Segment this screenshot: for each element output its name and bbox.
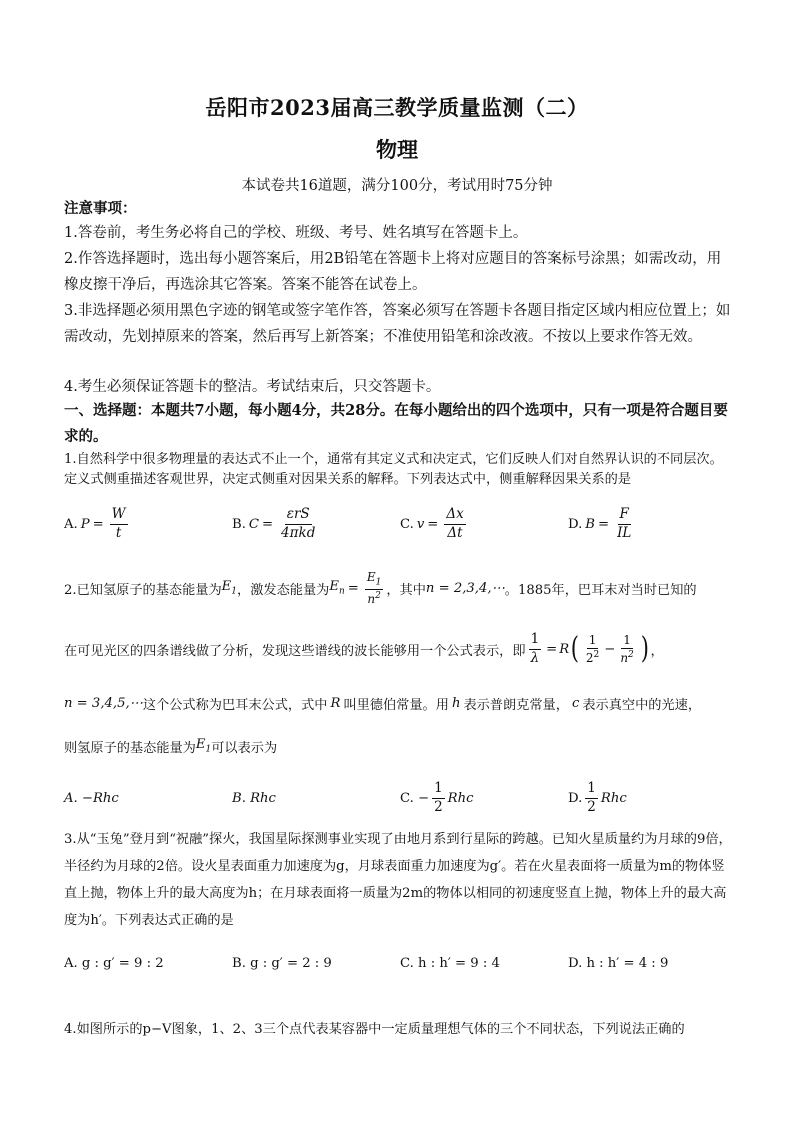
q2-text-3c: 叫里德伯常量。用 <box>343 697 449 713</box>
q2-frac-2sq-num: 1 <box>588 633 597 647</box>
q3-option-a[interactable]: A. g : g′ = 9 : 2 <box>64 955 164 971</box>
q2-c-label: C. − <box>400 790 430 806</box>
q2-lambda-fraction <box>529 633 542 665</box>
q1-d-lhs: B <box>585 516 595 532</box>
q2-c-inline: c <box>571 695 580 711</box>
q1-c-den: Δt <box>447 524 463 541</box>
q2-text-1c: ，其中 <box>386 582 426 598</box>
q2-lambda-den: λ <box>530 649 540 666</box>
q2-en-num: $E_1$ <box>365 571 384 590</box>
q1-option-b[interactable] <box>232 502 320 546</box>
q2-d-label: D. <box>568 790 583 806</box>
q2-en-den: $n^2$ <box>367 591 381 607</box>
q3-option-c[interactable]: C. h : h′ = 9 : 4 <box>400 955 500 971</box>
q1-b-label: B. <box>232 516 246 532</box>
q1-d-num: F <box>618 508 631 525</box>
q1-a-eq: = <box>92 516 104 532</box>
q2-option-b[interactable]: B. Rhc <box>232 790 276 806</box>
q2-line-4 <box>64 733 734 759</box>
q1-option-d[interactable] <box>568 502 636 546</box>
q2-d-den: 2 <box>587 798 596 815</box>
notice-item-4: 4.考生必须保证答题卡的整洁。考试结束后，只交答题卡。 <box>64 379 441 395</box>
q2-text-1a: 2.已知氢原子的基态能量为 <box>64 582 222 598</box>
q1-b-fraction <box>279 508 317 540</box>
q3-stem: 3.从“玉兔”登月到“祝融”探火，我国星际探测事业实现了由地月系到行星际的跨越。已知火星质量约为月球的9倍，半径约为月球的2倍。设火星表面重力加速度为g，月球表面重力加速度为g′。若在火星表面将一质量为m的物体竖直上抛，物体上升的最大高度为h；在月球表面将一质量为2m的物体以相同的初速度竖直上抛，物体上升的最大高度为h′。下列表达式正确的是 <box>64 832 732 928</box>
q2-frac-2sq-den: $2^2$ <box>585 650 600 665</box>
q2-left-paren: ( <box>570 631 580 666</box>
q2-en-fraction <box>365 571 384 605</box>
q2-n-range-1: n = 2,3,4,⋯ <box>425 580 505 596</box>
q1-c-num: Δx <box>444 508 465 525</box>
q2-d-tail: Rhc <box>600 790 627 806</box>
notice-heading: 注意事项： <box>64 200 137 217</box>
q1-a-num: W <box>110 508 128 525</box>
q2-r-inline: R <box>330 695 341 711</box>
exam-title: 岳阳市2023届高三教学质量监测（二） <box>205 95 589 120</box>
subject-title: 物理 <box>376 137 418 162</box>
q1-a-fraction <box>110 508 128 540</box>
q1-d-label: D. <box>568 516 583 532</box>
q2-text-4b: 可以表示为 <box>211 740 278 756</box>
q2-minus: − <box>604 641 616 657</box>
q3-option-b[interactable]: B. g : g′ = 2 : 9 <box>232 955 332 971</box>
q2-c-den: 2 <box>434 798 443 815</box>
q2-options <box>64 776 734 820</box>
q1-b-eq: = <box>261 516 274 532</box>
notice-item-1: 1.答卷前，考生务必将自己的学校、班级、考号、姓名填写在答题卡上。 <box>64 225 528 241</box>
q2-option-a[interactable]: A. −Rhc <box>64 790 119 806</box>
q2-r-symbol: R <box>559 641 570 657</box>
q1-b-den: 4πkd <box>281 524 316 541</box>
q2-eq-1: = <box>347 580 359 596</box>
q2-comma: ， <box>650 643 664 659</box>
q1-options <box>64 502 734 546</box>
q1-a-lhs: P <box>80 516 90 532</box>
q2-text-1e: 。1885年，巴耳末对当时已知的 <box>504 582 697 598</box>
q2-right-paren: ) <box>640 631 649 666</box>
q2-e1-symbol: $E_1$ <box>221 579 238 597</box>
section-1-heading: 一、选择题：本题共7小题，每小题4分，共28分。在每小题给出的四个选项中，只有一项是符合题目要求的。 <box>64 402 728 445</box>
q2-option-c[interactable] <box>400 776 473 820</box>
q2-e1-inline: $E_1$ <box>195 737 212 755</box>
q2-text-3d: 表示普朗克常量， <box>463 697 569 713</box>
q2-c-num: 1 <box>432 782 445 799</box>
q2-lambda-num: 1 <box>529 633 542 650</box>
q2-text-4a: 则氢原子的基态能量为 <box>64 740 196 756</box>
q2-n-range-2: n = 3,4,5,⋯ <box>64 695 143 711</box>
q1-option-c[interactable] <box>400 502 469 546</box>
q2-frac-nsq <box>618 634 635 664</box>
q3-options <box>64 950 734 976</box>
q2-text-3b: 这个公式称为巴耳末公式，式中 <box>142 697 328 713</box>
q2-option-d[interactable] <box>568 776 627 820</box>
q2-frac-nsq-den: $n^2$ <box>620 650 634 665</box>
q3-option-d[interactable]: D. h : h′ = 4 : 9 <box>568 955 669 971</box>
q2-text-1b: ，激发态能量为 <box>237 582 330 598</box>
q1-d-fraction <box>615 508 633 540</box>
q1-d-den: IL <box>617 524 632 541</box>
q2-en-symbol: $E_n$ <box>329 579 345 597</box>
q2-frac-nsq-num: 1 <box>623 633 631 647</box>
exam-info: 本试卷共16道题，满分100分，考试用时75分钟 <box>241 178 553 194</box>
q1-d-eq: = <box>598 516 610 532</box>
q2-line-3 <box>64 690 734 716</box>
q2-c-tail: Rhc <box>447 790 474 806</box>
q1-b-num: εrS <box>285 508 312 525</box>
q2-text-3e: 表示真空中的光速， <box>582 697 702 713</box>
q2-h-inline: h <box>451 695 461 711</box>
q2-line-1 <box>64 568 734 608</box>
q2-d-num: 1 <box>585 782 598 799</box>
q2-line-2 <box>64 626 734 672</box>
q2-frac-2sq <box>584 634 601 664</box>
q1-c-fraction <box>444 508 465 540</box>
q1-option-a[interactable] <box>64 502 131 546</box>
q1-c-eq: = <box>427 516 439 532</box>
notice-item-2: 2.作答选择题时，选出每小题答案后，用2B铅笔在答题卡上将对应题目的答案标号涂黑；如需改动，用橡皮擦干净后，再选涂其它答案。答案不能答在试卷上。 <box>64 251 722 293</box>
notice-item-3: 3.非选择题必须用黑色字迹的钢笔或签字笔作答，答案必须写在答题卡各题目指定区域内相应位置上；如需改动，先划掉原来的答案，然后再写上新答案；不准使用铅笔和涂改液。不按以上要求作答无效。 <box>64 303 731 345</box>
q1-stem: 1.自然科学中很多物理量的表达式不止一个，通常有其定义式和决定式，它们反映人们对自然界认识的不同层次。定义式侧重描述客观世界，决定式侧重对因果关系的解释。下列表达式中，侧重解释因果关系的是 <box>64 452 723 487</box>
q1-c-lhs: v <box>416 516 425 532</box>
q1-a-label: A. <box>64 516 78 532</box>
q2-text-2a: 在可见光区的四条谱线做了分析，发现这些谱线的波长能够用一个公式表示，即 <box>64 643 526 659</box>
q2-eq-2: = <box>546 641 558 657</box>
q4-stem: 4.如图所示的p−V图象，1、2、3三个点代表某容器中一定质量理想气体的三个不同状态，下列说法正确的 <box>64 1022 685 1037</box>
q2-c-fraction <box>432 782 445 814</box>
q1-b-lhs: C <box>248 516 259 532</box>
q1-a-den: t <box>115 524 122 541</box>
q1-c-label: C. <box>400 516 414 532</box>
q2-d-fraction <box>585 782 598 814</box>
